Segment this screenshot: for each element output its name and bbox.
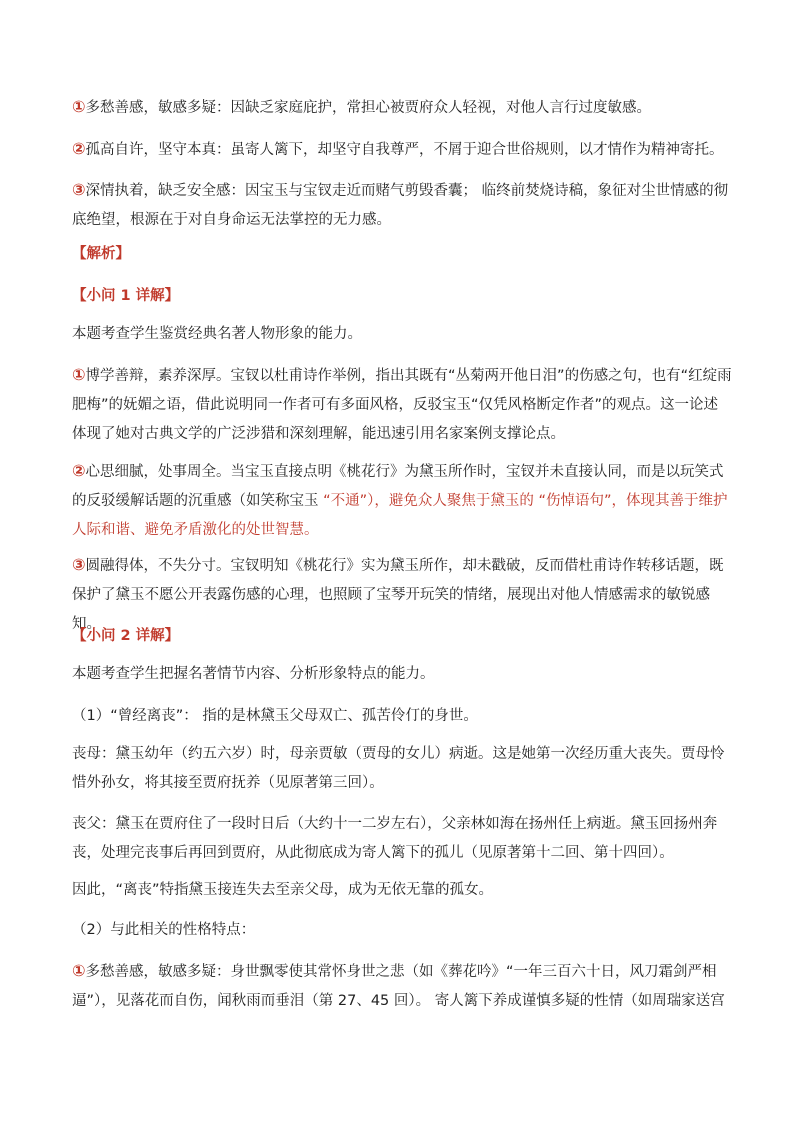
circled-number-3: ③	[72, 180, 86, 199]
q1-point-2-highlight: “不通”），避免众人聚焦于黛玉的 “伤悼语句”，体现其善于维护人际和谐、避免矛盾激化的处世智慧。	[72, 493, 728, 538]
q1-intro: 本题考查学生鉴赏经典名著人物形象的能力。	[72, 326, 362, 342]
circled-number-1: ①	[72, 961, 86, 980]
circled-number-2: ②	[72, 461, 86, 480]
q2-intro: 本题考查学生把握名著情节内容、分析形象特点的能力。	[72, 666, 435, 682]
circled-number-1: ①	[72, 365, 86, 384]
q2-mother-loss: 丧母：黛玉幼年（约五六岁）时，母亲贾敏（贾母的女儿）病逝。这是她第一次经历重大丧失。贾母怜惜外孙女，将其接至贾府抚养（见原著第三回）。	[72, 746, 725, 791]
q2-father-loss: 丧父：黛玉在贾府住了一段时日后（大约十一二岁左右），父亲林如海在扬州任上病逝。黛玉回扬州奔丧，处理完丧事后再回到贾府，从此彻底成为寄人篱下的孤儿（见原著第十二回、第十四回）。	[72, 816, 718, 861]
answer-item-2	[72, 134, 732, 165]
q2-conclusion: 因此，“离丧”特指黛玉接连失去至亲父母，成为无依无靠的孤女。	[72, 882, 494, 898]
q1-point-1	[72, 360, 732, 449]
q2-section-2: （2）与此相关的性格特点：	[72, 922, 256, 938]
q1-point-2	[72, 456, 732, 545]
q1-point-3-text: 圆融得体，不失分寸。宝钗明知《桃花行》实为黛玉所作，却未戳破，反而借杜甫诗作转移话题，既保护了黛玉不愿公开表露伤感的心理，也照顾了宝琴开玩笑的情绪，展现出对他人情感需求的敏锐感知。	[72, 558, 724, 632]
q1-point-2-text: 心思细腻，处事周全。当宝玉直接点明《桃花行》为黛玉所作时，宝钗并未直接认同，而是以玩笑式的反驳缓解话题的沉重感（如笑称宝玉	[72, 464, 724, 509]
q2-point-1	[72, 956, 732, 1016]
answer-item-3	[72, 175, 732, 235]
answer-item-1	[72, 92, 732, 123]
circled-number-3: ③	[72, 555, 86, 574]
circled-number-1: ①	[72, 97, 86, 116]
q1-point-1-text: 博学善辩，素养深厚。宝钗以杜甫诗作举例，指出其既有“丛菊两开他日泪”的伤感之句，也有“红绽雨肥梅”的妩媚之语，借此说明同一作者可有多面风格，反驳宝玉“仅凭风格断定作者”的观点。这一论述体现了她对古典文学的广泛涉猎和深刻理解，能迅速引用名家案例支撑论点。	[72, 368, 732, 442]
answer-item-2-text: 孤高自许，坚守本真：虽寄人篱下，却坚守自我尊严，不屑于迎合世俗规则，以才情作为精神寄托。	[85, 142, 724, 158]
q2-heading: 【小问 2 详解】	[72, 628, 180, 644]
q2-point-1-text: 多愁善感，敏感多疑：身世飘零使其常怀身世之悲（如《葬花吟》“一年三百六十日，风刀霜剑严相逼”），见落花而自伤，闻秋雨而垂泪（第 27、45 回）。 寄人篱下养成谨慎多疑的性情（如周瑞家送宫	[72, 964, 725, 1009]
analysis-heading: 【解析】	[72, 246, 130, 262]
circled-number-2: ②	[72, 139, 86, 158]
q2-section-1: （1）“曾经离丧”： 指的是林黛玉父母双亡、孤苦伶仃的身世。	[72, 708, 478, 724]
answer-item-3-text: 深情执着，缺乏安全感：因宝玉与宝钗走近而赌气剪毁香囊； 临终前焚烧诗稿，象征对尘世情感的彻底绝望，根源在于对自身命运无法掌控的无力感。	[72, 183, 729, 228]
answer-item-1-text: 多愁善感，敏感多疑：因缺乏家庭庇护，常担心被贾府众人轻视，对他人言行过度敏感。	[85, 100, 652, 116]
q1-heading: 【小问 1 详解】	[72, 288, 180, 304]
